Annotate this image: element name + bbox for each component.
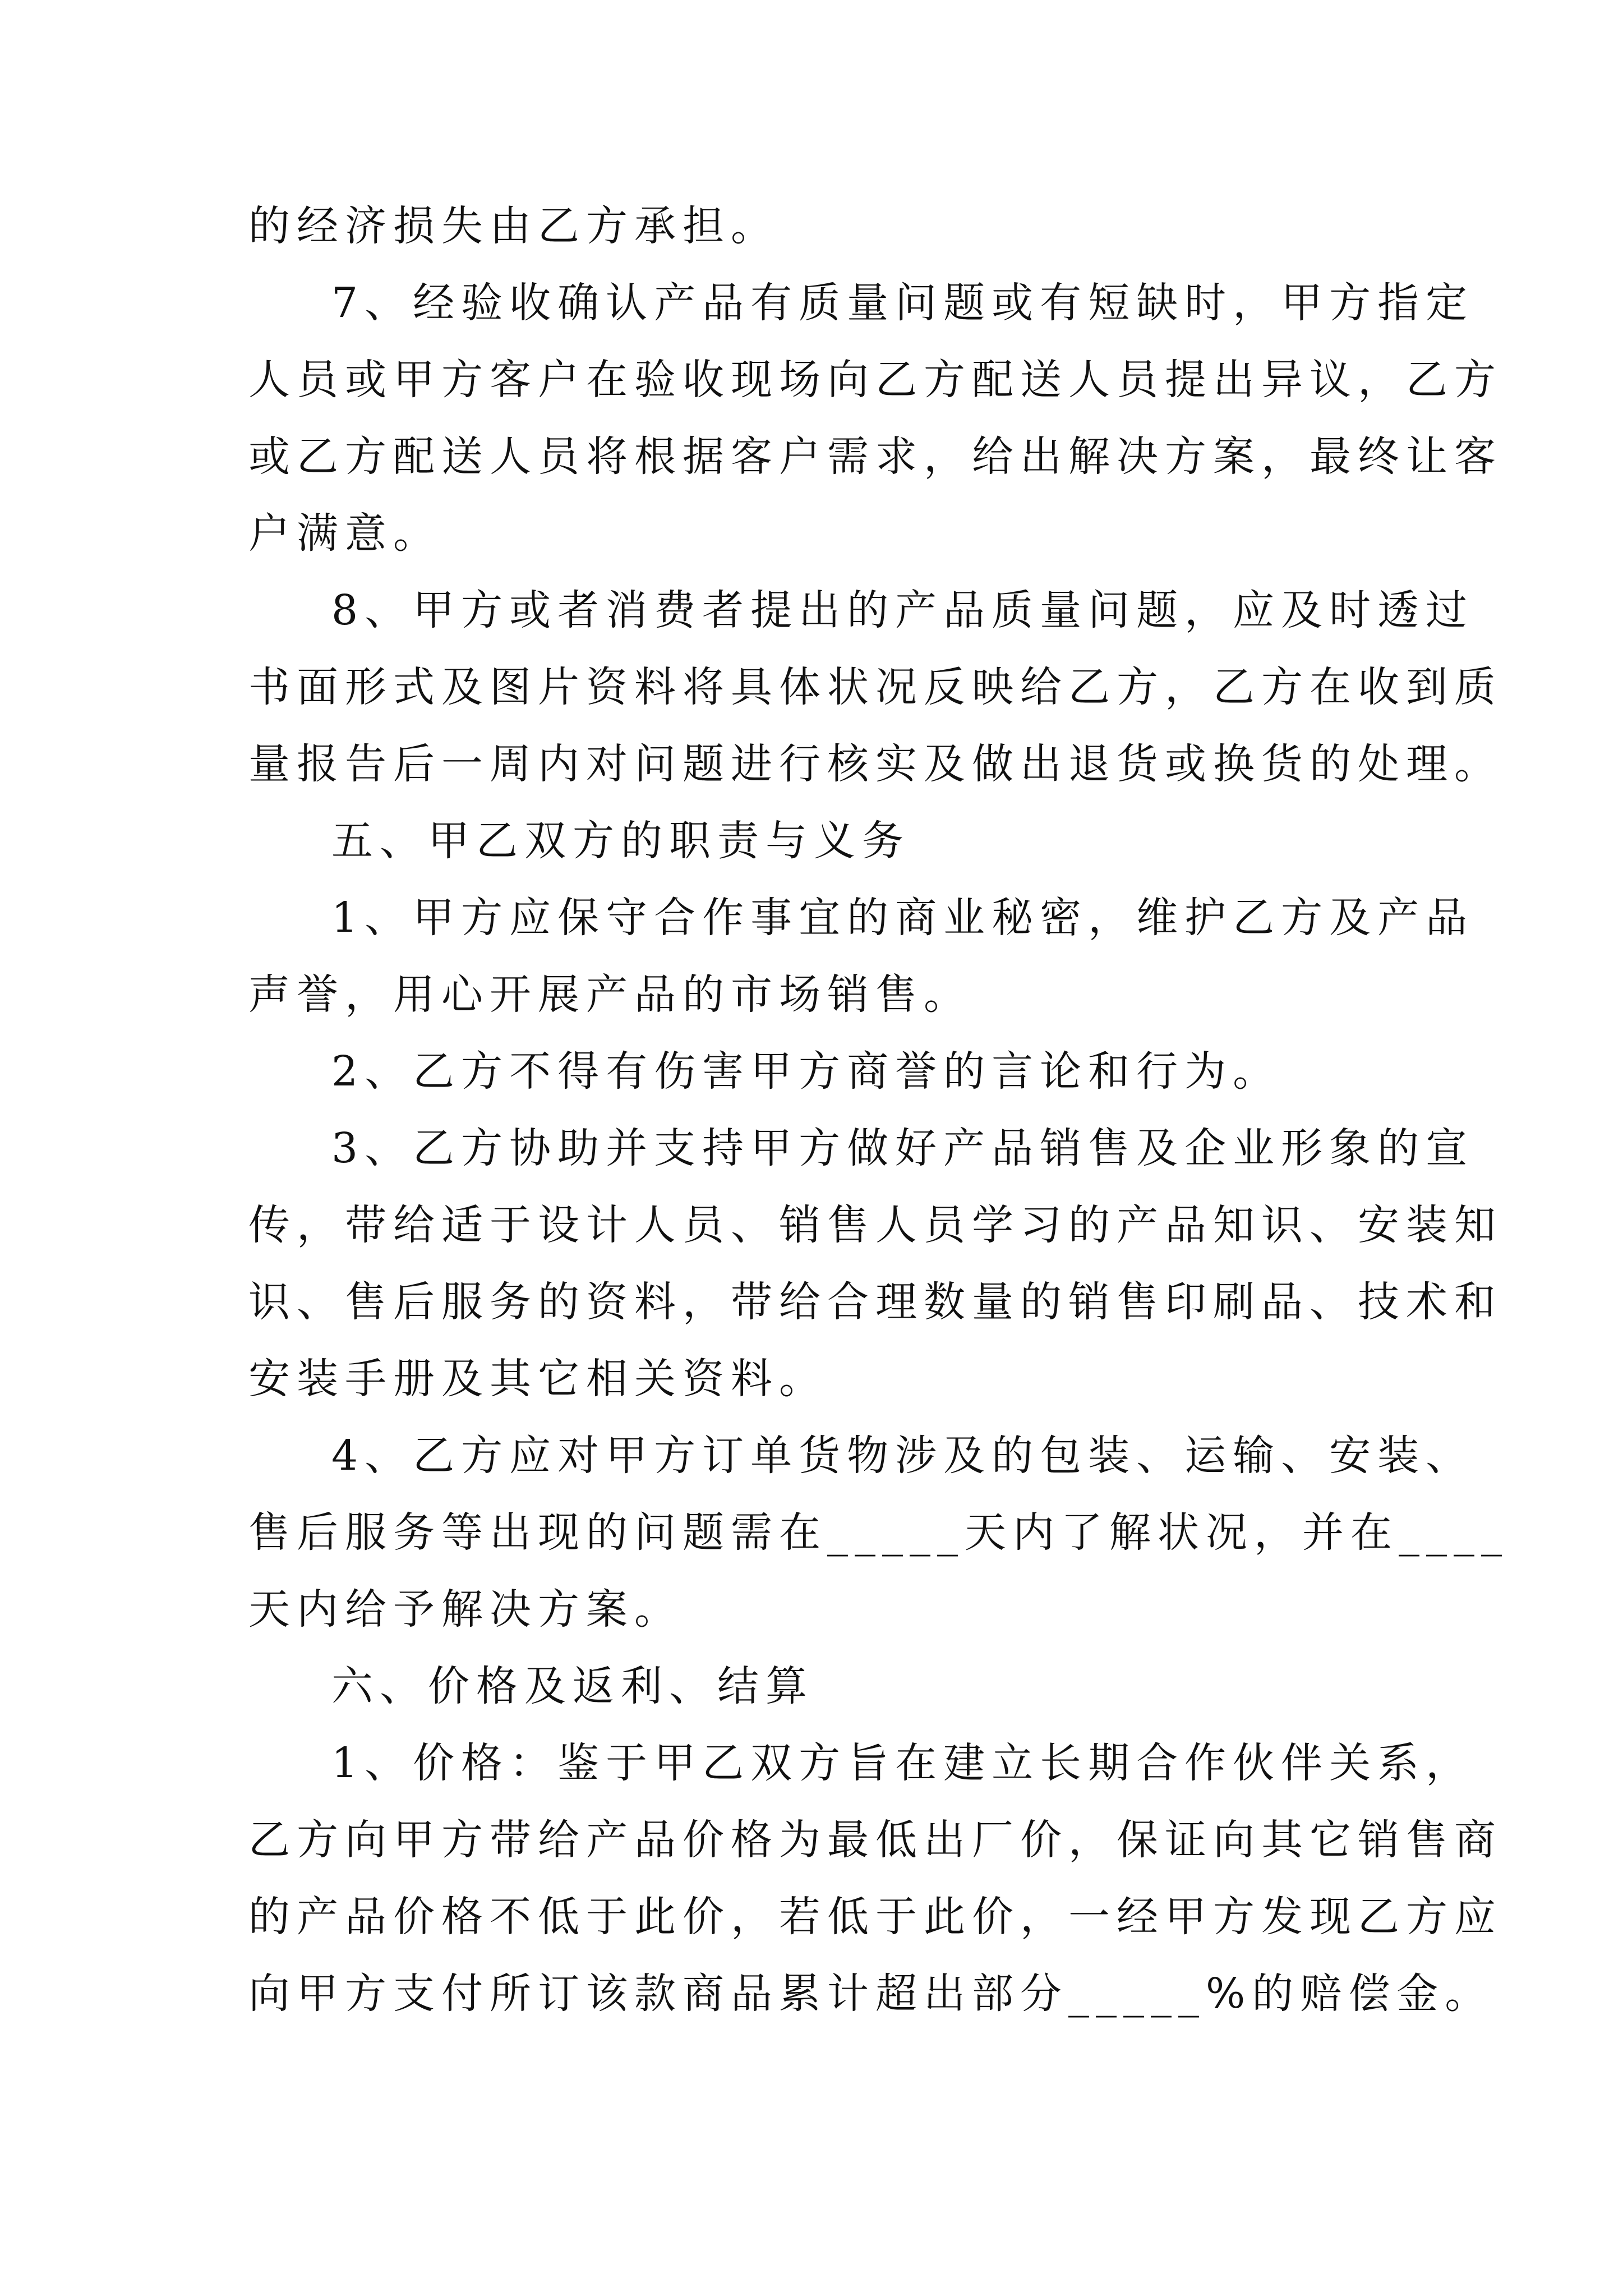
- text-line: 声誉，用心开展产品的市场销售。: [248, 970, 972, 1019]
- text-line: 识、售后服务的资料，带给合理数量的销售印刷品、技术和: [248, 1278, 1502, 1326]
- section-heading: 六、价格及返利、结算: [331, 1662, 814, 1710]
- text-line: 7、经验收确认产品有质量问题或有短缺时，甲方指定: [331, 279, 1474, 327]
- text-line: 1、价格：鉴于甲乙双方旨在建立长期合作伙伴关系，: [331, 1739, 1474, 1787]
- text-line: 量报告后一周内对问题进行核实及做出退货或换货的处理。: [248, 740, 1502, 788]
- section-heading: 五、甲乙双方的职责与义务: [331, 817, 910, 865]
- text-line: 或乙方配送人员将根据客户需求，给出解决方案，最终让客: [248, 432, 1502, 481]
- text-line: 2、乙方不得有伤害甲方商誉的言论和行为。: [331, 1047, 1281, 1096]
- text-line: 安装手册及其它相关资料。: [248, 1355, 827, 1403]
- text-line: 天内给予解决方案。: [248, 1585, 683, 1634]
- text-line: 8、甲方或者消费者提出的产品质量问题，应及时透过: [331, 586, 1474, 634]
- text-line: 的经济损失由乙方承担。: [248, 202, 779, 250]
- text-line: 人员或甲方客户在验收现场向乙方配送人员提出异议，乙方: [248, 356, 1502, 404]
- text-line: 书面形式及图片资料将具体状况反映给乙方，乙方在收到质: [248, 663, 1502, 711]
- text-line: 传，带给适于设计人员、销售人员学习的产品知识、安装知: [248, 1201, 1502, 1249]
- text-line: 向甲方支付所订该款商品累计超出部分_____%的赔偿金。: [248, 1970, 1493, 2018]
- text-line: 售后服务等出现的问题需在_____天内了解状况，并在____: [248, 1508, 1509, 1557]
- text-line: 1、甲方应保守合作事宜的商业秘密，维护乙方及产品: [331, 894, 1474, 942]
- text-line: 4、乙方应对甲方订单货物涉及的包装、运输、安装、: [331, 1432, 1474, 1480]
- text-line: 户满意。: [248, 509, 441, 558]
- text-line: 乙方向甲方带给产品价格为最低出厂价，保证向其它销售商: [248, 1816, 1502, 1864]
- text-line: 3、乙方协助并支持甲方做好产品销售及企业形象的宣: [331, 1124, 1474, 1172]
- text-line: 的产品价格不低于此价，若低于此价，一经甲方发现乙方应: [248, 1893, 1502, 1941]
